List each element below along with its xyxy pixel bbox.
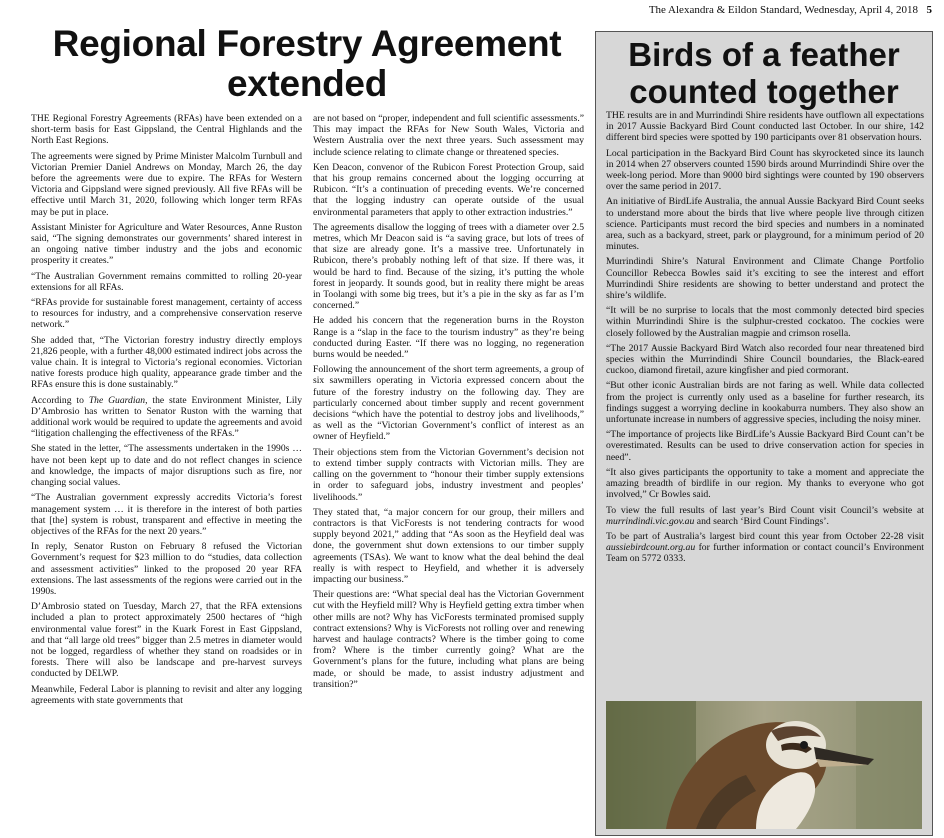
paragraph: “The importance of projects like BirdLife’s Aussie Backyard Bird Count can’t be overestimated. Results can be used to drive conservation action for species in need”. (606, 429, 924, 463)
paragraph-link-birdcount: To be part of Australia’s largest bird count this year from October 22-28 visit aussiebirdcount.org.au for further information or contact council’s Environment Team on 5772 0333. (606, 530, 924, 565)
paragraph: An initiative of BirdLife Australia, the annual Aussie Backyard Bird Count seeks to understand more about the birds that live where people live through citizen science. Participants must record the bird species and numbers in a nominated area, such as a backyard, street, park or playground, for a minimum period of 20 minutes. (606, 196, 924, 253)
paragraph: She added that, “The Victorian forestry industry directly employs 21,826 people, with a further 48,000 estimated indirect jobs across the value chain. It is integral to Victoria’s regional economies. Victorian native forests produce high quality, appearance grade timber and the RFAs ensure this is done sustainably.” (31, 334, 302, 391)
paragraph-link-results: To view the full results of last year’s Bird Count visit Council’s website at murrindindi.vic.gov.au and search ‘Bird Count Findings’. (606, 504, 924, 527)
paragraph: He added his concern that the regeneration burns in the Royston Range is a “slap in the face to the tourism industry” as they’re being conducted during Easter. “If there was no logging, no regeneration burns would be needed.” (313, 315, 584, 361)
forestry-column-1 (31, 113, 302, 710)
paragraph: THE results are in and Murrindindi Shire residents have outflown all expectations in 2017 Aussie Backyard Bird Count conducted last October. In our shire, 142 different bird species were spotted by 190 participants over 81 observation hours. (606, 110, 924, 144)
paragraph: “The Australian government expressly accredits Victoria’s forest management system … it is therefore in the interest of both parties that [the] system is robust, transparent and effective in meeting the objectives of the RFAs for the next 20 years.” (31, 492, 302, 537)
paragraph: She stated in the letter, “The assessments undertaken in the 1990s … have not been kept up to date and do not reflect changes in science and knowledge, the impacts of major disruptions such as fire, nor changing social values. (31, 443, 302, 489)
masthead-paper: The Alexandra & Eildon Standard, Wednesday, April 4, 2018 (648, 4, 918, 16)
paragraph: “The Australian Government remains committed to rolling 20-year extensions for all RFAs. (31, 270, 302, 293)
paragraph: Following the announcement of the short term agreements, a group of six sawmillers operating in Victoria expressed concern about the future of the forestry industry on the following day. They are particularly concerned about timber supply and recent government decisions “which have the potential to destroy jobs and livelihoods,” as well as the “Victorian Government’s conflict of interest as an owner of Heyfield.” (313, 364, 584, 443)
paragraph: Murrindindi Shire’s Natural Environment and Climate Change Portfolio Councillor Rebecca Bowles said it’s exciting to see the interest and effort Murrindindi Shire residents are showing to better understand and protect the shire’s wildlife. (606, 256, 924, 302)
paragraph: Local participation in the Backyard Bird Count has skyrocketed since its launch in 2014 when 27 observers counted 1590 birds around Murrindindi Shire over the week-long period. More than 9000 bird sightings were counted by 190 observers over the same period in 2017. (606, 147, 924, 193)
birds-headline: Birds of a feather counted together (628, 36, 900, 110)
paragraph: Assistant Minister for Agriculture and Water Resources, Anne Ruston said, “The signing demonstrates our governments’ shared interest in an ongoing native timber industry and the jobs and economic prosperity it creates.” (31, 221, 302, 267)
birds-article-box (595, 31, 933, 836)
paragraph: “It also gives participants the opportunity to take a moment and appreciate the amazing breadth of birdlife in our region. My thanks to everyone who got involved,” Cr Bowles said. (606, 466, 924, 501)
forestry-headline: Regional Forestry Agreement extended (52, 23, 562, 104)
paragraph-guardian: According to The Guardian, the state Environment Minister, Lily D’Ambrosio has written to Senator Ruston with the warning that additional work would be required to update the agreements and avoid “litigation challenging the effectiveness of the RFAs.” (31, 394, 303, 440)
masthead (0, 4, 932, 16)
paragraph: “But other iconic Australian birds are not faring as well. While data collected from the project is currently only used as a baseline for further research, its findings suggest a worrying decline in kookaburra numbers. They also show an unfortunate increase in numbers of aggressive species, including the noisy miner. (606, 380, 924, 426)
paragraph: They stated that, “a major concern for our group, their millers and contractors is that VicForests is not tendering contracts for wood supply beyond 2021,” adding that “As soon as the Heyfield deal was done, the government shut down extensions to our timber supply agreements (TSAs). We want to know what the deal behind the deal really is with respect to Heyfield, and whether it is adversely impacting our business.” (313, 506, 584, 585)
page-number: 5 (926, 4, 932, 16)
paragraph: are not based on “proper, independent and full scientific assessments.” This may impact the RFAs for New South Wales, Victoria and Western Australia over the next three years. Such assessment may include science relating to climate change or threatened species. (313, 113, 584, 158)
paragraph: “It will be no surprise to locals that the most commonly detected bird species within Murrindindi Shire is the sulphur-crested cockatoo. The cockies were closely followed by the Australian magpie and crimson rosella. (606, 305, 924, 339)
birdcount-url: aussiebirdcount.org.au (606, 542, 696, 554)
paragraph: “RFAs provide for sustainable forest management, certainty of access to resources for industry, and a comprehensive conservation reserve network.” (31, 297, 302, 331)
paragraph: The agreements disallow the logging of trees with a diameter over 2.5 metres, which Mr Deacon said is “a saving grace, but lots of trees of that size are already gone. It’s a massive tree. Unfortunately in Rubicon, there’s probably nothing left of that size. If there was, it would be hard to find. Because of the sizing, it’s putting the whole forest in jeopardy. It sounds good, but in reality there might be areas in Toolangi with some big trees, but it’s a pie in the sky as far as I’m concerned.” (313, 221, 584, 312)
paragraph: D’Ambrosio stated on Tuesday, March 27, that the RFA extensions included a plan to protect approximately 2500 hectares of “high environmental value forest” in the Kuark Forest in East Gippsland, and that “all large old trees” bigger than 2.5 metres in diameter would not be logged, regardless of whether they stand on roadsides or in forests. There will also be landscape and pre-harvest surveys conducted by DELWP. (31, 601, 302, 680)
paragraph: In reply, Senator Ruston on February 8 refused the Victorian Government’s request for $23 million to do “studies, data collection and assessment activities” linked to the proposed 20 year RFA extensions. The last assessments of the regions were carried out in the 1990s. (31, 541, 302, 597)
kookaburra-photo (606, 701, 922, 829)
paragraph: Their objections stem from the Victorian Government’s decision not to extend timber supply contracts with Victorian mills. They are calling on the government to “honour their timber supply extensions in order to safeguard jobs, industry investment and peoples’ livelihoods.” (313, 446, 584, 503)
forestry-column-2 (313, 113, 584, 694)
paragraph: “The 2017 Aussie Backyard Bird Watch also recorded four near threatened bird species within the Murrindindi Shire Council boundaries, the Black-eared cuckoo, diamond firetail, azure kingfisher and pied cormorant. (606, 342, 924, 377)
paragraph: THE Regional Forestry Agreements (RFAs) have been extended on a short-term basis for East Gippsland, the Central Highlands and the North East Regions. (31, 113, 302, 147)
birds-column (606, 110, 924, 569)
paragraph: Ken Deacon, convenor of the Rubicon Forest Protection Group, said that his group remains concerned about the logging occurring at Rubicon. “It’s a continuation of preceding events. We’re concerned that the logging industry can operate outside of the usual environmental parameters that apply to other extraction industries.” (313, 161, 584, 218)
paragraph: Meanwhile, Federal Labor is planning to revisit and alter any logging agreements with state governments that (31, 683, 302, 706)
paragraph: Their questions are: “What special deal has the Victorian Government cut with the Heyfield mill? Why is Heyfield getting extra timber when other mills are not? Why has VicForests terminated promised supply contract extensions? Why is VicForests not rolling over and renewing harvest and haulage contracts? Where is the timber going to come from? Where is the timber currently going? What are the Government’s plans for the future, including what plans are being made, or should be made, to assist industry adjustment and transition?” (313, 589, 584, 690)
paragraph: The agreements were signed by Prime Minister Malcolm Turnbull and Victorian Premier Daniel Andrews on Monday, March 26, the day before the agreements were due to expire. The RFAs for Western Victoria and Gippsland were signed previously. All five RFAs will be effective until March 31, 2020, following which longer term RFAs may be put in place. (31, 150, 302, 218)
kookaburra-image (606, 701, 922, 829)
council-url: murrindindi.vic.gov.au (606, 515, 695, 527)
